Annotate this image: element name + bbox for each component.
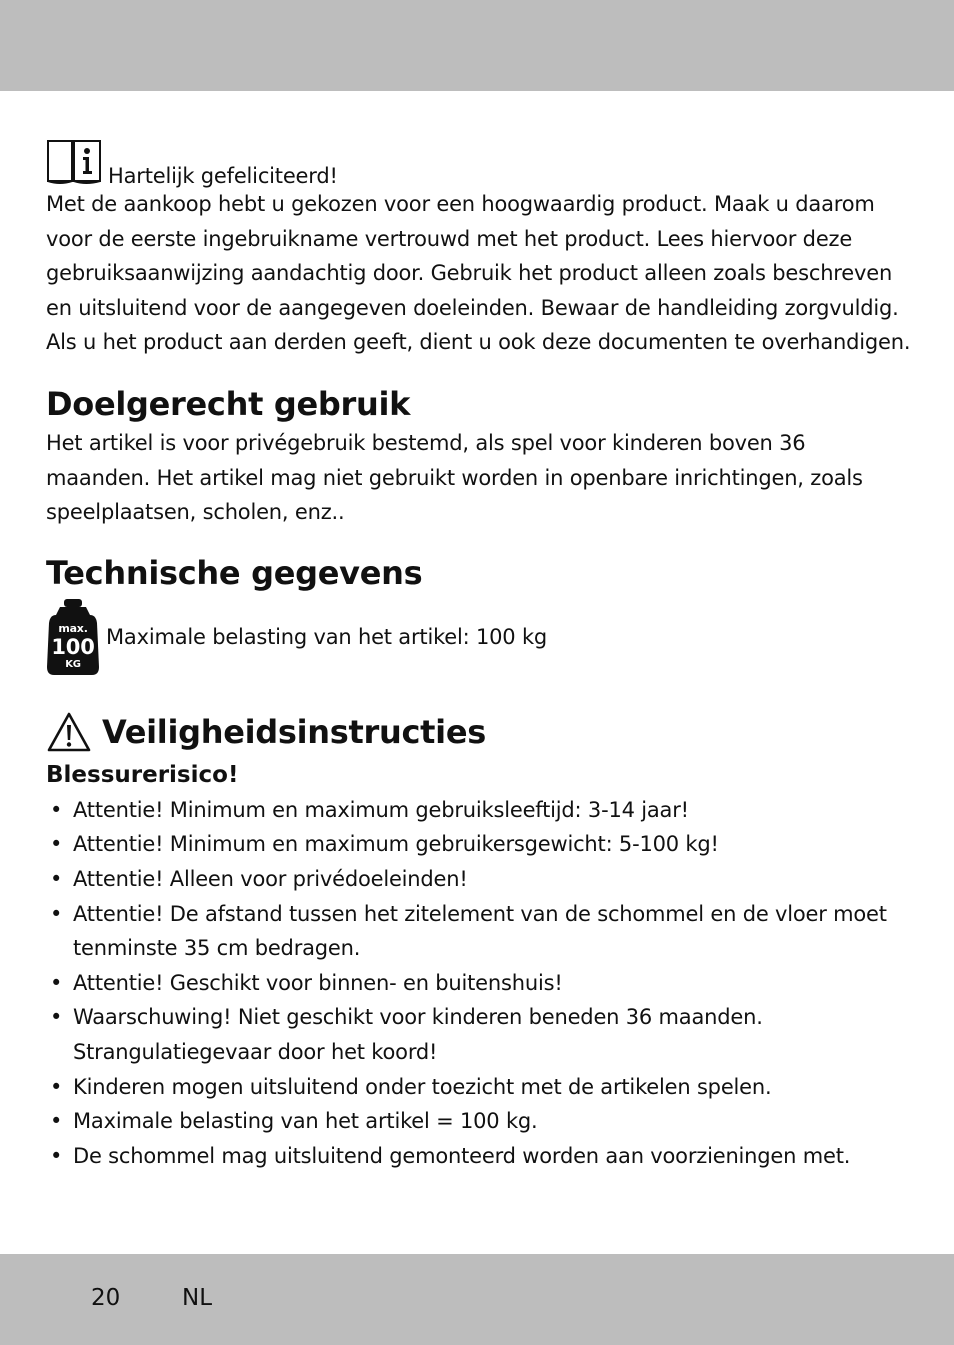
list-item: • Maximale belasting van het artikel = 100 kg.: [46, 1104, 916, 1139]
list-item: • Attentie! De afstand tussen het zitelement van de schommel en de vloer moet tenminste 35 cm bedragen.: [46, 897, 916, 966]
page-content: [46, 133, 916, 1173]
list-item: • Attentie! Minimum en maximum gebruikersgewicht: 5-100 kg!: [46, 827, 916, 862]
technical-heading: Technische gegevens: [46, 553, 423, 592]
intended-use-heading: Doelgerecht gebruik: [46, 384, 411, 423]
intended-use-text: Het artikel is voor privégebruik bestemd, als spel voor kinderen boven 36 maanden. Het artikel mag niet gebruikt worden in openbare inrichtingen, zoals speelplaatsen, scholen, enz..: [46, 430, 863, 525]
list-item: • Attentie! Minimum en maximum gebruiksleeftijd: 3-14 jaar!: [46, 793, 916, 828]
page-number: 20: [91, 1285, 121, 1311]
max-load-row: [46, 599, 916, 677]
safety-subheading: Blessurerisico!: [46, 761, 239, 788]
list-item: • Kinderen mogen uitsluitend onder toezicht met de artikelen spelen.: [46, 1070, 916, 1105]
safety-heading-row: [46, 707, 916, 757]
weight-icon-unit: KG: [65, 658, 81, 670]
list-item: • De schommel mag uitsluitend gemonteerd worden aan voorzieningen met.: [46, 1139, 916, 1174]
intro-greeting: Hartelijk gefeliciteerd!: [108, 164, 338, 188]
footer-band: [0, 1254, 954, 1345]
weight-icon-value: 100: [51, 634, 95, 659]
weight-icon-max-label: max.: [58, 621, 88, 635]
list-item: • Waarschuwing! Niet geschikt voor kinderen beneden 36 maanden. Strangulatiegevaar door het koord!: [46, 1000, 916, 1069]
max-load-text: Maximale belasting van het artikel: 100 kg: [106, 625, 548, 650]
intro-paragraph: Met de aankoop hebt u gekozen voor een hoogwaardig product. Maak u daarom voor de eerste ingebruikname vertrouwd met het product. Lees hiervoor deze gebruiksaanwijzing aandachtig door. Gebruik het product alleen zoals beschreven en uitsluitend voor de aangegeven doeleinden. Bewaar de handleiding zorgvuldig. Als u het product aan derden geeft, dient u ook deze documenten te overhandigen.: [46, 192, 911, 355]
list-item: • Attentie! Alleen voor privédoeleinden!: [46, 862, 916, 897]
max-load-weight-icon: [46, 599, 100, 677]
safety-heading: Veiligheidsinstructies: [102, 712, 486, 751]
info-book-icon: [46, 137, 102, 187]
list-item: • Attentie! Geschikt voor binnen- en buitenshuis!: [46, 966, 916, 1001]
language-code: NL: [182, 1285, 213, 1311]
intro-greeting-row: [46, 133, 916, 187]
safety-list: [46, 793, 916, 1174]
header-band: [0, 0, 954, 91]
warning-triangle-icon: [46, 711, 92, 753]
